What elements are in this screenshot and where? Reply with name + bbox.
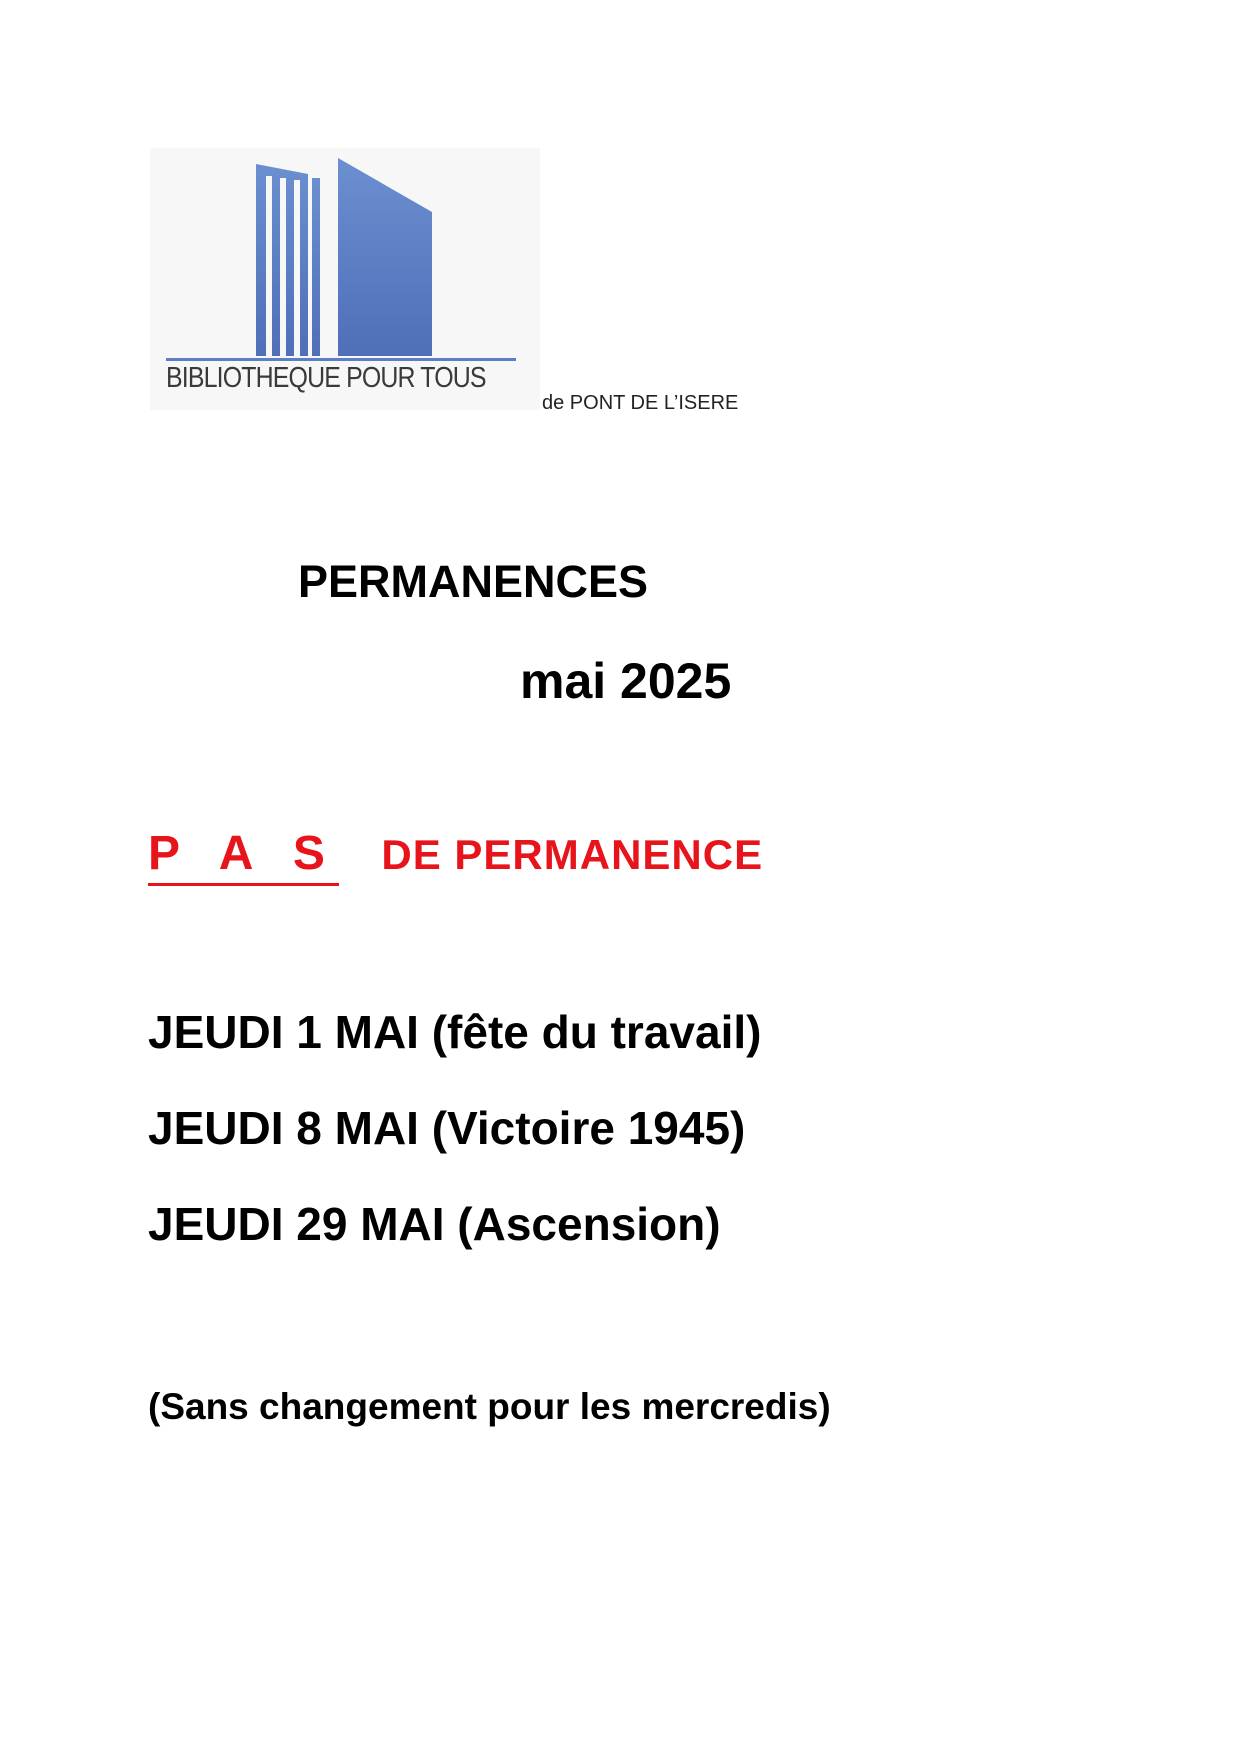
notice-text: DE PERMANENCE [381, 831, 764, 878]
logo-caption: BIBLIOTHEQUE POUR TOUS [166, 362, 486, 394]
footnote: (Sans changement pour les mercredis) [148, 1386, 831, 1427]
month-heading: mai 2025 [520, 653, 732, 709]
closure-date-item: JEUDI 1 MAI (fête du travail) [148, 1006, 762, 1058]
closure-dates-list [148, 1004, 761, 1292]
page-title: PERMANENCES [298, 556, 649, 607]
library-logo [150, 148, 540, 410]
notice-emphasis: P A S [148, 826, 339, 886]
closure-date-item: JEUDI 8 MAI (Victoire 1945) [148, 1102, 746, 1154]
closure-notice [148, 826, 763, 886]
closure-date-item: JEUDI 29 MAI (Ascension) [148, 1198, 721, 1250]
library-location: de PONT DE L’ISERE [542, 392, 739, 414]
